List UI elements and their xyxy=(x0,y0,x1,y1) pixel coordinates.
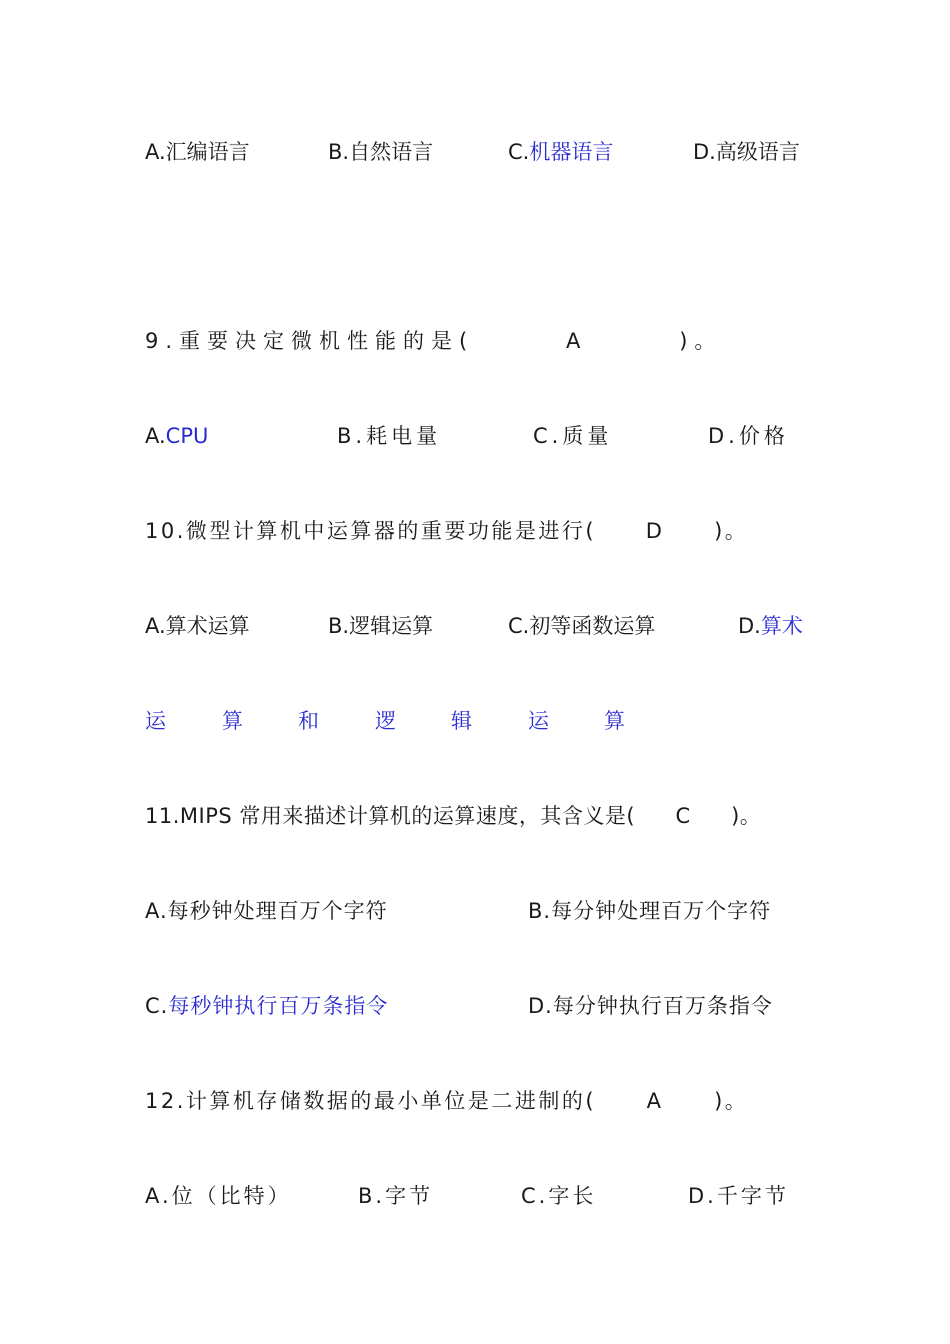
q9-option-c: C.质量 xyxy=(533,424,613,448)
q9-option-a: A.CPU xyxy=(145,424,209,448)
q11-answer: C xyxy=(675,804,691,828)
q8-option-d: D.高级语言 xyxy=(693,140,800,164)
q9-option-b: B.耗电量 xyxy=(337,424,442,448)
q12-option-d: D.千字节 xyxy=(688,1184,789,1208)
q12-option-a: A.位（比特） xyxy=(145,1184,292,1208)
q9-stem: 9.重要决定微机性能的是( A )。 xyxy=(145,329,723,353)
q8-option-c: C.机器语言 xyxy=(508,140,614,164)
q12-answer: A xyxy=(646,1089,664,1113)
q11-option-c: C.每秒钟执行百万条指令 xyxy=(145,994,389,1018)
q8-option-b: B.自然语言 xyxy=(328,140,434,164)
q11-option-a: A.每秒钟处理百万个字符 xyxy=(145,899,388,923)
q12-option-b: B.字节 xyxy=(358,1184,434,1208)
q12-stem: 12.计算机存储数据的最小单位是二进制的( A )。 xyxy=(145,1089,749,1113)
q10-option-d: D.算术 xyxy=(738,614,803,638)
q9-option-d: D.价格 xyxy=(708,424,789,448)
q10-stem: 10.微型计算机中运算器的重要功能是进行( D )。 xyxy=(145,519,749,543)
q9-answer: A xyxy=(566,329,588,353)
q10-option-a: A.算术运算 xyxy=(145,614,250,638)
q10-option-c: C.初等函数运算 xyxy=(508,614,656,638)
q11-option-b: B.每分钟处理百万个字符 xyxy=(528,899,772,923)
q11-stem: 11.MIPS 常用来描述计算机的运算速度，其含义是( C )。 xyxy=(145,804,762,828)
q12-option-c: C.字长 xyxy=(521,1184,597,1208)
q11-option-d: D.每分钟执行百万条指令 xyxy=(528,994,773,1018)
q8-option-a: A.汇编语言 xyxy=(145,140,250,164)
q10-answer: D xyxy=(645,519,665,543)
q10-option-b: B.逻辑运算 xyxy=(328,614,434,638)
